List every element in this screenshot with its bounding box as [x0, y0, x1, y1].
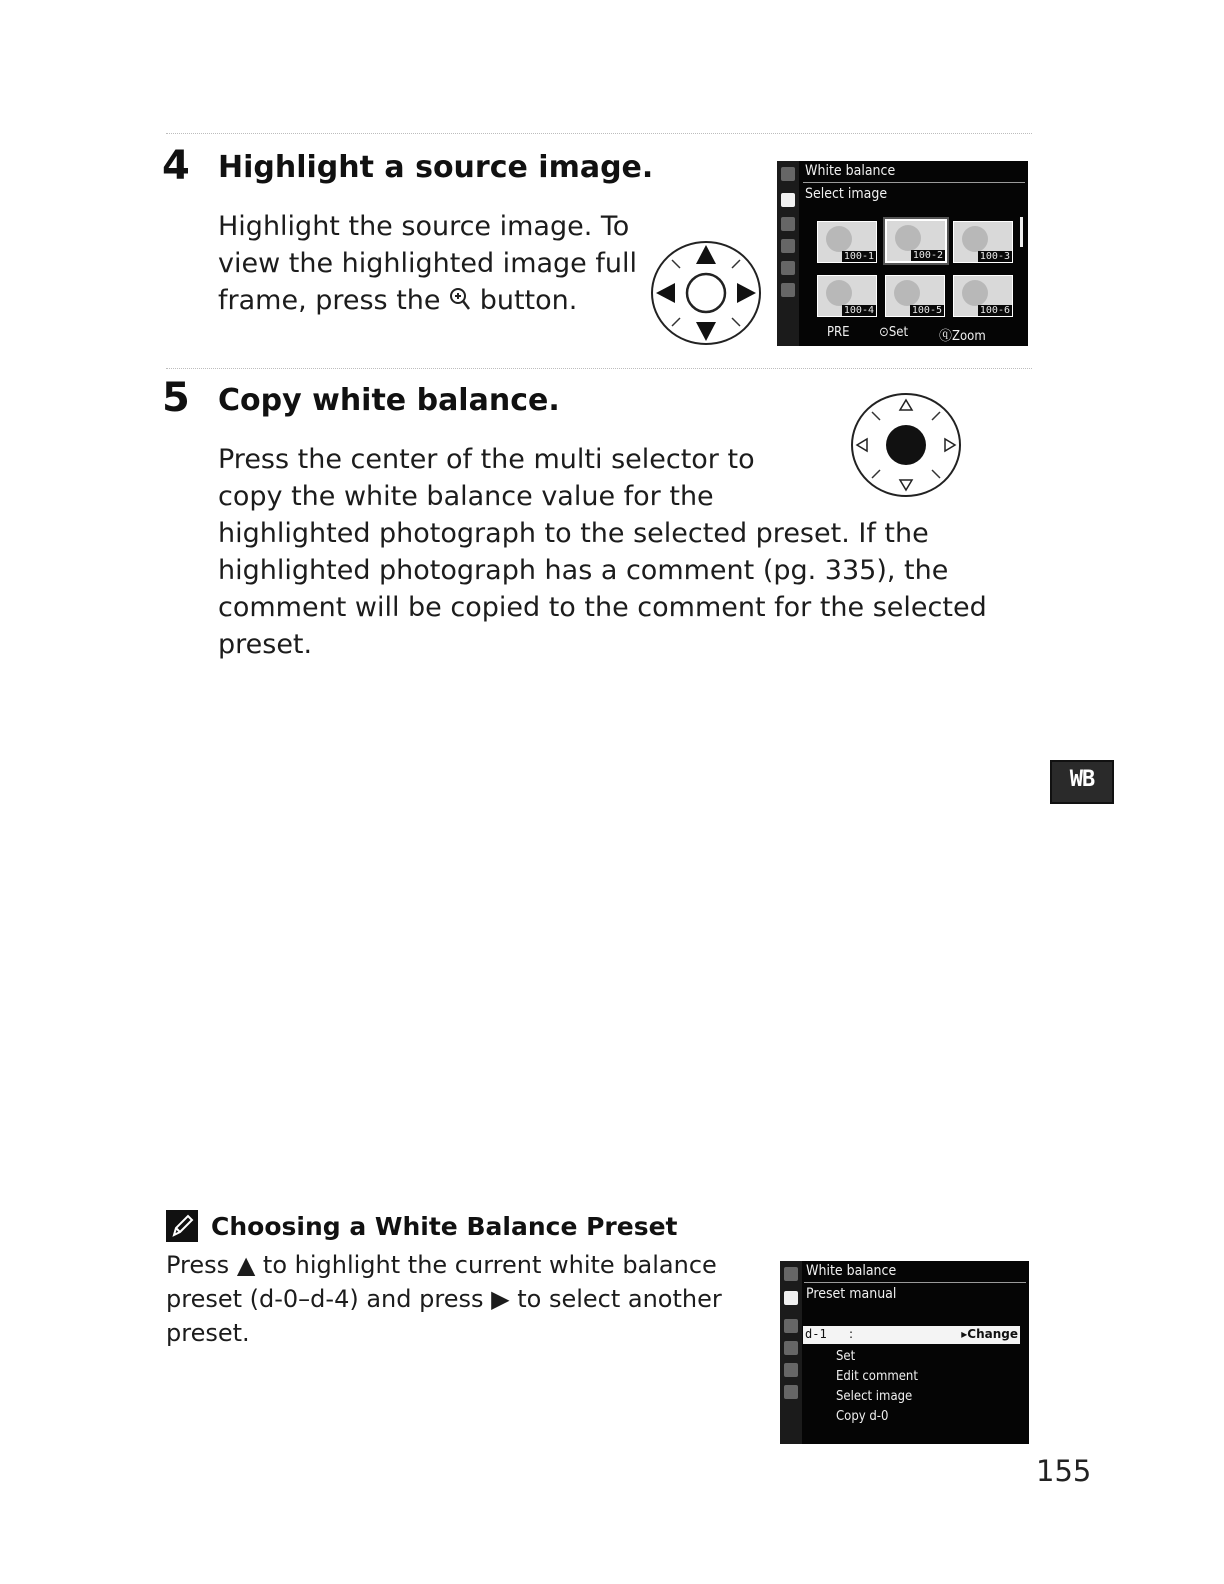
menu-title: White balance	[806, 1263, 897, 1279]
zoom-icon: ⓠ	[939, 329, 953, 344]
step-4-line: view the highlighted image full	[218, 248, 637, 279]
up-arrow-icon: ▲	[236, 1251, 256, 1279]
step-4-line: Highlight the source image. To	[218, 211, 630, 242]
scrollbar	[1020, 217, 1023, 247]
wrench-icon	[784, 1341, 798, 1355]
menu-title: White balance	[805, 163, 896, 179]
note-line: Press ▲ to highlight the current white balance	[166, 1251, 717, 1279]
step-5-line: highlighted photograph has a comment (pg. 335), the	[218, 555, 949, 586]
thumbnail[interactable]: 100-3	[953, 221, 1013, 263]
camera-screen-preset-manual	[780, 1261, 1029, 1444]
wrench-icon	[781, 239, 795, 253]
change-label: Change	[967, 1327, 1018, 1341]
step-5-line: comment will be copied to the comment for the selected	[218, 592, 987, 623]
preset-option[interactable]: Edit comment	[836, 1369, 918, 1384]
step-5-line: copy the white balance value for the	[218, 481, 714, 512]
step-4-line: frame, press the button.	[218, 285, 578, 316]
selected-preset-row[interactable]: d-1 : ▸Change	[803, 1326, 1020, 1344]
divider	[166, 133, 1032, 134]
pencil-icon	[784, 1319, 798, 1333]
page-number: 155	[1036, 1454, 1092, 1488]
note-pencil-icon	[166, 1210, 198, 1242]
divider	[803, 182, 1025, 183]
playback-icon	[784, 1267, 798, 1281]
screen-subtitle: Preset manual	[806, 1286, 897, 1302]
retouch-icon	[781, 261, 795, 275]
preset-option[interactable]: Set	[836, 1349, 856, 1364]
menu-tabs	[777, 161, 799, 346]
step-number-5: 5	[162, 375, 190, 421]
zoom-in-icon	[449, 287, 471, 311]
ok-button-icon: ⊙	[879, 325, 889, 340]
divider	[804, 1282, 1026, 1283]
footer-set: ⊙Set	[879, 325, 909, 340]
recent-icon	[781, 283, 795, 297]
step-5-body	[218, 441, 998, 663]
wb-section-tab	[1050, 760, 1114, 804]
step-5-line: highlighted photograph to the selected preset. If the	[218, 518, 929, 549]
note-line: preset.	[166, 1319, 250, 1347]
note-line: preset (d-0–d-4) and press ▶ to select another	[166, 1285, 722, 1313]
note-body	[166, 1248, 746, 1350]
thumbnail[interactable]: 100-5	[885, 275, 945, 317]
thumbnail[interactable]: 100-6	[953, 275, 1013, 317]
camera-icon	[784, 1291, 798, 1305]
screen-subtitle: Select image	[805, 186, 888, 202]
menu-tabs	[780, 1261, 802, 1444]
note-title: Choosing a White Balance Preset	[211, 1212, 678, 1241]
recent-icon	[784, 1385, 798, 1399]
footer-zoom: ⓠZoom	[939, 329, 986, 344]
step-5-line: preset.	[218, 629, 313, 660]
right-arrow-icon: ▶	[491, 1285, 510, 1313]
step-4-title: Highlight a source image.	[218, 150, 654, 185]
thumbnail[interactable]: 100-4	[817, 275, 877, 317]
step-4-body	[218, 208, 638, 319]
preset-option[interactable]: Copy d-0	[836, 1409, 889, 1424]
right-arrow-icon: ▸	[961, 1327, 968, 1341]
wb-tab-label: WB	[1069, 767, 1095, 792]
preset-option[interactable]: Select image	[836, 1389, 913, 1404]
divider	[166, 368, 1032, 369]
step-5-line: Press the center of the multi selector to	[218, 444, 755, 475]
multi-selector-arrows-icon	[650, 240, 762, 346]
footer-pre: PRE	[827, 325, 850, 340]
playback-icon	[781, 167, 795, 181]
pencil-icon	[781, 217, 795, 231]
retouch-icon	[784, 1363, 798, 1377]
camera-icon	[781, 193, 795, 207]
step-number-4: 4	[162, 143, 190, 189]
thumbnail-selected[interactable]: 100-2	[885, 219, 947, 263]
camera-screen-select-image	[777, 161, 1028, 346]
step-5-title: Copy white balance.	[218, 383, 560, 418]
thumbnail[interactable]: 100-1	[817, 221, 877, 263]
